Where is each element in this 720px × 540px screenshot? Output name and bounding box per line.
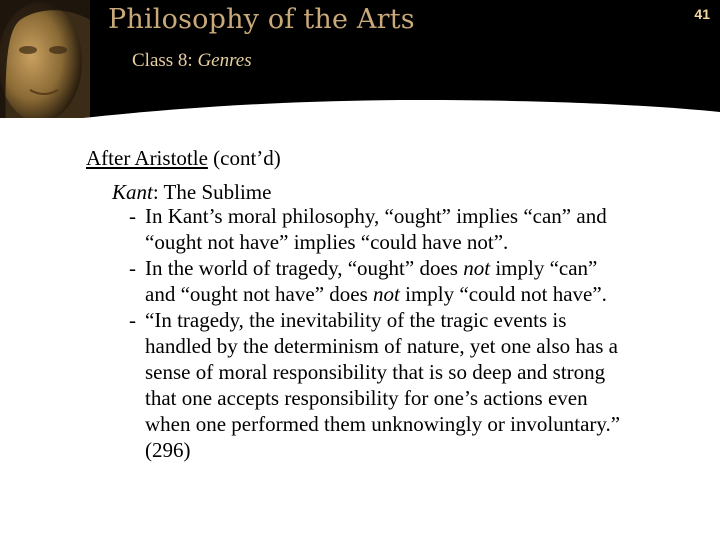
bullet-line	[145, 256, 597, 281]
bullet-text: “ought not have” implies “could have not”.	[145, 230, 509, 254]
emphasis-text: not	[373, 282, 400, 306]
bullet-text: when one performed them unknowingly or involuntary.”	[145, 412, 621, 436]
bullet-text: sense of moral responsibility that is so deep and strong	[145, 360, 606, 384]
bullet-text: “In tragedy, the inevitability of the tragic events is	[145, 308, 567, 332]
presentation-title: Philosophy of the Arts	[108, 4, 415, 35]
class-label: Class 8:	[132, 50, 198, 71]
page-number: 41	[694, 6, 710, 22]
bullet-dash: -	[129, 256, 136, 280]
bullet-text: In the world of tragedy, “ought” does	[145, 256, 464, 280]
emphasis-text: not	[463, 256, 491, 280]
class-genre: Genres	[197, 50, 252, 71]
bullet-line	[145, 308, 566, 333]
bullet-line	[145, 386, 588, 411]
bullet-line	[145, 282, 607, 307]
subheading-rest: : The Sublime	[152, 180, 272, 204]
section-heading	[86, 146, 281, 171]
bullet-text: imply “could not have”.	[399, 282, 607, 306]
bullet-text: that one accepts responsibility for one’s actions even	[145, 386, 588, 410]
subheading-italic: Kant	[112, 180, 153, 204]
bullet-line	[145, 204, 607, 229]
bullet-line	[145, 334, 618, 359]
bullet-line	[145, 360, 605, 385]
bullet-text: imply “can”	[490, 256, 598, 280]
bullet-dash: -	[129, 308, 136, 332]
bullet-text: (296)	[145, 438, 191, 462]
subheading	[112, 180, 271, 205]
bullet-line	[145, 438, 191, 463]
bullet-text: handled by the determinism of nature, yet one also has a	[145, 334, 618, 358]
bullet-line	[145, 412, 620, 437]
heading-link[interactable]: After Aristotle	[86, 146, 208, 170]
bullet-text: and “ought not have” does	[145, 282, 374, 306]
bullet-line	[145, 230, 508, 255]
bullet-text: In Kant’s moral philosophy, “ought” implies “can” and	[145, 204, 607, 228]
heading-rest: (cont’d)	[207, 146, 281, 170]
bullet-dash: -	[129, 204, 136, 228]
